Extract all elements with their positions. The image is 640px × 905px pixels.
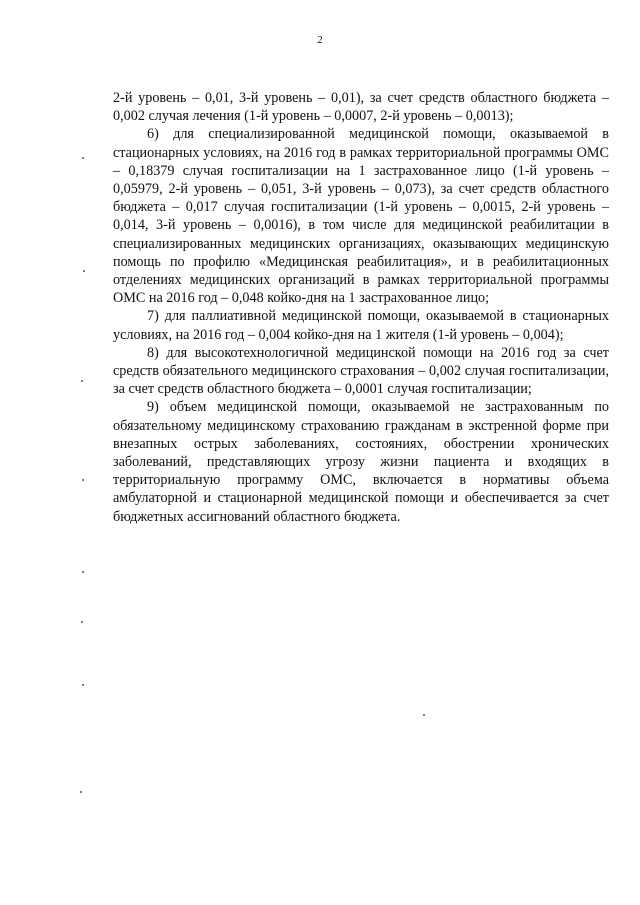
scan-speck xyxy=(82,157,84,159)
paragraph-item-8: 8) для высокотехнологичной медицинской помощи на 2016 год за счет средств обязательного медицинского страхования – 0,002 случая госпитализации, за счет средств областного бюджета – 0,0001 случая госпитализации; xyxy=(113,344,609,398)
paragraph-item-6: 6) для специализированной медицинской помощи, оказываемой в стационарных условиях, на 2016 год в рамках территориальной программы ОМС – 0,18379 случая госпитализации на 1 застрахованное лицо (1-й уровень – 0,05979, 2-й уровень – 0,051, 3-й уровень – 0,073), за счет средств областного бюджета – 0,017 случая госпитализации (1-й уровень – 0,0015, 2-й уровень – 0,014, 3-й уровень – 0,0016), в том числе для медицинской реабилитации в специализированных медицинских организациях, оказывающих медицинскую помощь по профилю «Медицинская реабилитация», и в реабилитационных отделениях медицинских организаций в рамках территориальной программы ОМС на 2016 год – 0,048 койко-дня на 1 застрахованное лицо; xyxy=(113,126,609,307)
scan-speck xyxy=(423,714,425,716)
scan-speck xyxy=(80,791,82,793)
scan-speck xyxy=(82,684,84,686)
paragraph-item-7: 7) для паллиативной медицинской помощи, оказываемой в стационарных условиях, на 2016 год – 0,004 койко-дня на 1 жителя (1-й уровень – 0,004); xyxy=(113,308,609,343)
scan-speck xyxy=(81,380,83,382)
scan-speck xyxy=(82,479,84,481)
scan-speck xyxy=(82,571,84,573)
scan-speck xyxy=(83,270,85,272)
page-number: 2 xyxy=(317,34,323,46)
document-body xyxy=(113,89,609,526)
paragraph-continuation: 2-й уровень – 0,01, 3-й уровень – 0,01), за счет средств областного бюджета – 0,002 случая лечения (1-й уровень – 0,0007, 2-й уровень – 0,0013); xyxy=(113,90,609,125)
paragraph-item-9: 9) объем медицинской помощи, оказываемой не застрахованным по обязательному медицинскому страхованию гражданам в экстренной форме при внезапных острых заболеваниях, состояниях, обострении хронических заболеваний, представляющих угрозу жизни пациента и входящих в территориальную программу ОМС, включается в нормативы объема амбулаторной и стационарной медицинской помощи и обеспечивается за счет бюджетных ассигнований областного бюджета. xyxy=(113,399,609,525)
scan-speck xyxy=(81,621,83,623)
